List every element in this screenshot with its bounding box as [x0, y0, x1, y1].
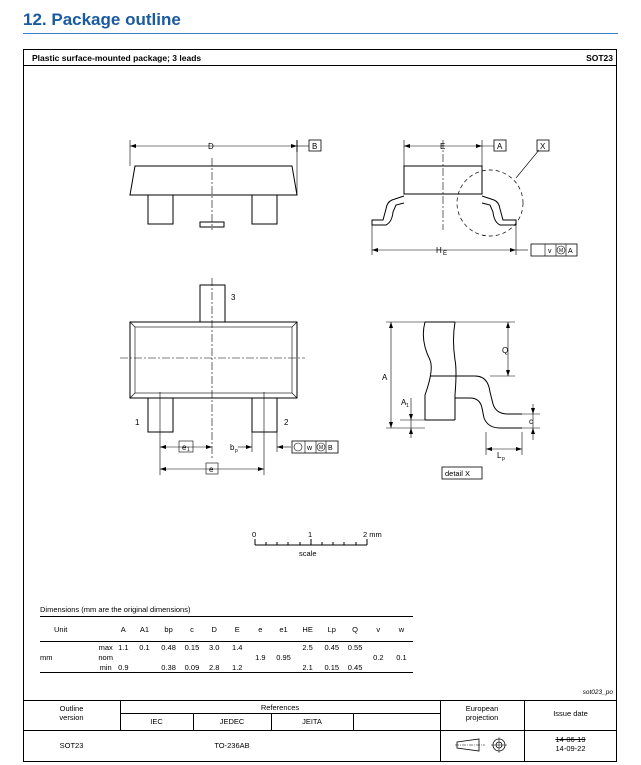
- col-w: w: [390, 617, 413, 642]
- col-Lp: Lp: [320, 617, 343, 642]
- issue-date-header: Issue date: [553, 709, 588, 718]
- label-Lp-sub: p: [502, 456, 505, 462]
- issue-date-values: [524, 735, 617, 753]
- table-row: min 0.9 0.38 0.09 2.8 1.2 2.1 0.15 0.45: [40, 662, 413, 673]
- col-e1: e1: [272, 617, 295, 642]
- label-e1: e: [182, 443, 187, 452]
- top-view: [120, 278, 338, 475]
- label-A-datum: A: [497, 142, 503, 151]
- col-bp: bp: [156, 617, 181, 642]
- drawing-reference-code: sot023_po: [582, 689, 613, 696]
- col-D: D: [203, 617, 226, 642]
- label-B2: B: [328, 445, 333, 452]
- label-A-tol: A: [568, 248, 573, 255]
- issue-date-old: 14-06-19: [555, 735, 586, 744]
- iec-header: IEC: [150, 717, 163, 726]
- label-pin2: 2: [284, 418, 289, 427]
- col-A: A: [114, 617, 133, 642]
- label-A: A: [382, 373, 388, 382]
- label-bp: b: [230, 443, 235, 452]
- outline-version-value: SOT23: [59, 741, 84, 750]
- scale-tick-0: 0: [252, 530, 257, 539]
- label-M: M: [559, 248, 564, 254]
- label-X: X: [540, 142, 546, 151]
- col-e: e: [249, 617, 272, 642]
- label-v: v: [548, 248, 552, 255]
- references-subrule: [120, 713, 440, 714]
- package-code: SOT23: [586, 53, 613, 63]
- issue-date-new: 14-09-22: [555, 744, 586, 753]
- label-e1-sub: 1: [187, 447, 190, 453]
- label-w: w: [307, 445, 313, 452]
- outline-table-top-rule: [23, 700, 617, 701]
- label-Q: Q: [502, 346, 509, 355]
- dimensions-title: Dimensions (mm are the original dimensions): [40, 605, 191, 614]
- label-bp-sub: p: [235, 448, 238, 454]
- col-v: v: [367, 617, 390, 642]
- outline-version-header: Outline version: [59, 704, 84, 722]
- col-A1: A1: [133, 617, 156, 642]
- col-E: E: [226, 617, 249, 642]
- label-D: D: [208, 142, 214, 151]
- scale-label: scale: [299, 549, 317, 558]
- label-E: E: [440, 142, 446, 151]
- side-view-front: [130, 140, 321, 230]
- references-header: References: [260, 703, 300, 712]
- scale-bar: [255, 539, 367, 545]
- page-title: 12. Package outline: [23, 10, 181, 29]
- label-HE: H: [436, 246, 442, 255]
- outline-table-mid-rule: [23, 730, 617, 731]
- detail-x-label: detail X: [445, 469, 471, 478]
- jedec-header: JEDEC: [219, 717, 245, 726]
- detail-x-view: [386, 322, 540, 479]
- col-unit: Unit: [40, 617, 98, 642]
- col-HE: HE: [295, 617, 320, 642]
- label-pin3: 3: [231, 293, 236, 302]
- table-row: mm nom 1.9 0.95 0.2 0.1: [40, 652, 407, 662]
- label-c: c: [529, 417, 533, 426]
- jedec-value: TO-236AB: [214, 741, 250, 750]
- label-A1-sub: 1: [406, 403, 409, 409]
- col-Q: Q: [343, 617, 366, 642]
- side-view-end: [372, 140, 577, 256]
- unit-value: mm: [40, 652, 53, 662]
- scale-tick-2: 2 mm: [363, 530, 382, 539]
- col-c: c: [181, 617, 202, 642]
- label-Lp: L: [497, 451, 502, 460]
- scale-tick-1: 1: [308, 530, 313, 539]
- label-B: B: [312, 142, 318, 151]
- label-HE-sub: E: [443, 251, 448, 257]
- label-A1: A: [401, 398, 407, 407]
- table-row: max 1.1 0.1 0.48 0.15 3.0 1.4 2.5 0.45 0.55: [98, 642, 363, 652]
- label-pin1: 1: [135, 418, 140, 427]
- dimensions-table: [40, 616, 413, 673]
- european-projection-header: European projection: [465, 704, 499, 722]
- label-e: e: [209, 465, 214, 474]
- label-M2: M: [319, 445, 324, 451]
- jeita-header: JEITA: [302, 717, 322, 726]
- package-description: Plastic surface-mounted package; 3 leads: [32, 53, 202, 63]
- projection-symbol-icon: [455, 735, 515, 755]
